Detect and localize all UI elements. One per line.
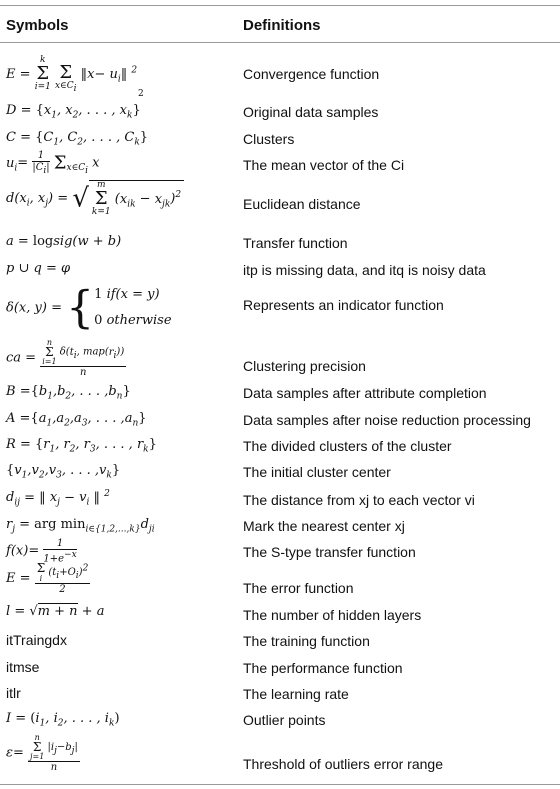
header-definitions: Definitions: [243, 17, 321, 34]
definition-cell: The mean vector of the Ci: [243, 157, 405, 173]
definition-cell: Represents an indicator function: [243, 297, 444, 313]
definition-cell: Threshold of outliers error range: [243, 756, 443, 772]
definition-cell: itp is missing data, and itq is noisy data: [243, 262, 486, 278]
symbol-cell: f(x)= $\frac{1}{1+e^{-x}}$: [6, 538, 77, 565]
symbol-cell: itTraingdx: [6, 632, 67, 648]
definition-cell: Original data samples: [243, 104, 379, 120]
definition-cell: The divided clusters of the cluster: [243, 438, 452, 454]
symbol-cell: E = k Σ i=1 Σ $x\in C_i$ ‖x− $u_i‖$ $^2$ 2: [6, 55, 144, 99]
definition-cell: Euclidean distance: [243, 196, 361, 212]
definition-cell: Clustering precision: [243, 358, 366, 374]
symbol-cell: itmse: [6, 659, 40, 675]
definition-cell: The performance function: [243, 660, 403, 676]
definition-cell: The number of hidden layers: [243, 607, 422, 623]
definition-cell: Mark the nearest center xj: [243, 518, 405, 534]
header-rule: [0, 42, 560, 43]
definition-cell: The initial cluster center: [243, 464, 391, 480]
symbol-cell: {$v_1,v_2,v_3$, . . . $,v_k$}: [6, 463, 121, 481]
symbol-cell: $d(x_i$, $x_j$) = √ m Σ k=1 $(x_{ik} - x_{jk})^2$: [6, 180, 184, 217]
symbol-cell: $I = (i_1$, $i_2$, . . . , $i_k$): [6, 711, 120, 729]
definition-cell: The training function: [243, 633, 370, 649]
symbol-cell: $C = \{C_1$, $C_2$, . . . , $C_k$}: [6, 130, 149, 148]
definition-cell: The error function: [243, 580, 354, 596]
definition-cell: Data samples after noise reduction processing: [243, 412, 531, 428]
symbol-cell: $r_j$ = arg $\min_{i\in\{1,2,...,k\}}d_{ji}$: [6, 517, 155, 535]
symbol-cell: itlr: [6, 685, 21, 701]
top-rule: [0, 5, 560, 6]
formula-convergence: E = k Σ i=1 Σ $x\in C_i$ ‖x− $u_i‖$ $^2$: [6, 55, 138, 94]
symbol-cell: $A =\{a_1,a_2,a_3$, . . . $,a_n$}: [6, 411, 147, 429]
definition-cell: The learning rate: [243, 686, 349, 702]
symbol-cell: $D = \{x_1$, $x_2$, . . . , $x_k$}: [6, 103, 141, 121]
symbol-cell: ε= n Σ j=1 $|i_j-b_j|$ n: [6, 733, 78, 773]
definition-cell: Transfer function: [243, 235, 348, 251]
definition-cell: Clusters: [243, 131, 295, 147]
symbol-cell: a = logsig(w + b): [6, 234, 122, 249]
definition-cell: Convergence function: [243, 66, 380, 82]
symbol-cell: $R = \{r_1$, $r_2$, $r_3$, . . . , $r_k$}: [6, 437, 157, 455]
symbol-cell: $d_{ij}$ = ‖ $x_j - v_i$ ‖ $^2$: [6, 489, 110, 508]
symbol-cell: p ∪ q = φ: [6, 261, 71, 276]
symbol-cell: $u_i=$ $\frac{1}{|C_i|}$ $\Sigma_{x\in C_i}$ x: [6, 150, 100, 176]
definition-cell: Outlier points: [243, 712, 326, 728]
symbol-cell: E = Σ i $(t_i+O_i)^2$ 2: [6, 561, 89, 595]
header-symbols: Symbols: [6, 17, 69, 34]
definition-cell: The S-type transfer function: [243, 544, 416, 560]
definition-cell: Data samples after attribute completion: [243, 385, 487, 401]
definition-cell: The distance from xj to each vector vi: [243, 492, 475, 508]
symbol-cell: δ(x, y) = { 1 if(x = y) 0 otherwise: [6, 282, 172, 334]
symbol-cell: ca = n Σ i=1 $\delta(t_i$, $map(r_i)$) n: [6, 338, 125, 378]
symbol-cell: $B =\{b_1,b_2$, . . . $,b_n$}: [6, 384, 131, 402]
bottom-rule: [0, 784, 560, 785]
symbol-cell: l = √m + n + a: [6, 604, 105, 619]
